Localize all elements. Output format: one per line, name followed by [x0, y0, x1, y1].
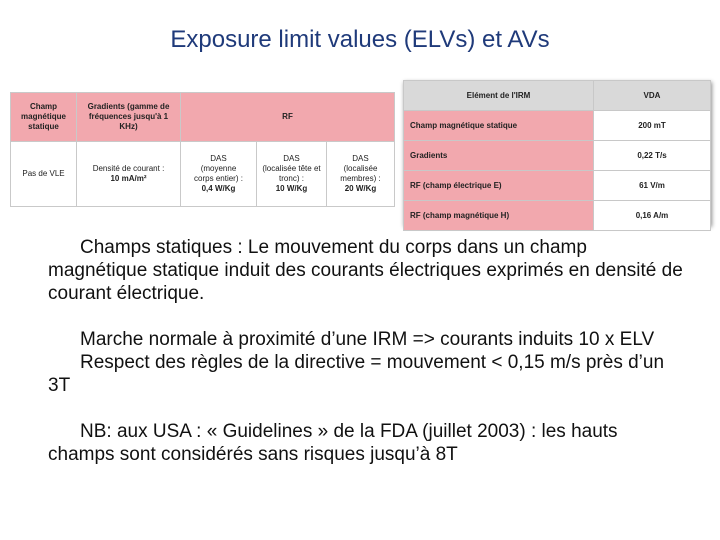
elv-gradients-label: Densité de courant : [92, 164, 165, 173]
elv-cell-gradients [77, 142, 181, 207]
vda-row-value: 0,22 T/s [594, 141, 711, 171]
elv-header-static: Champ magnétique statique [11, 93, 77, 142]
elv-gradients-value: 10 mA/m² [110, 174, 147, 183]
das-body-l2: (moyenne [200, 164, 237, 173]
vda-table-container [403, 80, 711, 225]
vda-row-label: Champ magnétique statique [404, 111, 594, 141]
das-limbs-value: 20 W/Kg [344, 184, 377, 193]
vda-row-value: 61 V/m [594, 171, 711, 201]
paragraph-directive: Respect des règles de la directive = mouvement < 0,15 m/s près d’un 3T [48, 352, 665, 396]
elv-header-gradients: Gradients (gamme de fréquences jusqu'à 1 KHz) [77, 93, 181, 142]
vda-header-row [404, 81, 711, 111]
das-body-value: 0,4 W/Kg [201, 184, 236, 193]
elv-table-header-row [11, 93, 395, 142]
elv-table [10, 92, 395, 207]
das-limbs-l1: DAS [352, 154, 369, 163]
vda-row [404, 111, 711, 141]
das-head-l1: DAS [283, 154, 300, 163]
vda-row-label: RF (champ magnétique H) [404, 201, 594, 231]
vda-row [404, 201, 711, 231]
vda-row-label: Gradients [404, 141, 594, 171]
vda-row [404, 171, 711, 201]
elv-cell-das-head [257, 142, 327, 207]
elv-table-row [11, 142, 395, 207]
das-body-l3: corps entier) : [194, 174, 243, 183]
elv-header-rf: RF [181, 93, 395, 142]
vda-table [403, 80, 711, 231]
vda-row-label: RF (champ électrique E) [404, 171, 594, 201]
das-body-l1: DAS [210, 154, 227, 163]
elv-cell-das-body [181, 142, 257, 207]
elv-cell-das-limbs [327, 142, 395, 207]
paragraph-fda: NB: aux USA : « Guidelines » de la FDA (juillet 2003) : les hauts champs sont considérés sans risques jusqu’à 8T [48, 421, 618, 465]
elv-cell-static: Pas de VLE [11, 142, 77, 207]
das-head-l2: (localisée tête et [262, 164, 321, 173]
vda-row-value: 200 mT [594, 111, 711, 141]
das-head-l3: tronc) : [279, 174, 304, 183]
vda-header-vda: VDA [594, 81, 711, 111]
vda-header-element: Elément de l'IRM [404, 81, 594, 111]
das-limbs-l2: (localisée [343, 164, 378, 173]
slide-title: Exposure limit values (ELVs) et AVs [170, 26, 550, 53]
slide-body [48, 236, 688, 466]
vda-row [404, 141, 711, 171]
paragraph-walking: Marche normale à proximité d’une IRM => courants induits 10 x ELV [80, 329, 655, 350]
paragraph-static-fields: Champs statiques : Le mouvement du corps dans un champ magnétique statique induit des courants électriques exprimés en densité de courant électrique. [48, 237, 683, 304]
vda-row-value: 0,16 A/m [594, 201, 711, 231]
das-head-value: 10 W/Kg [275, 184, 308, 193]
das-limbs-l3: membres) : [340, 174, 381, 183]
